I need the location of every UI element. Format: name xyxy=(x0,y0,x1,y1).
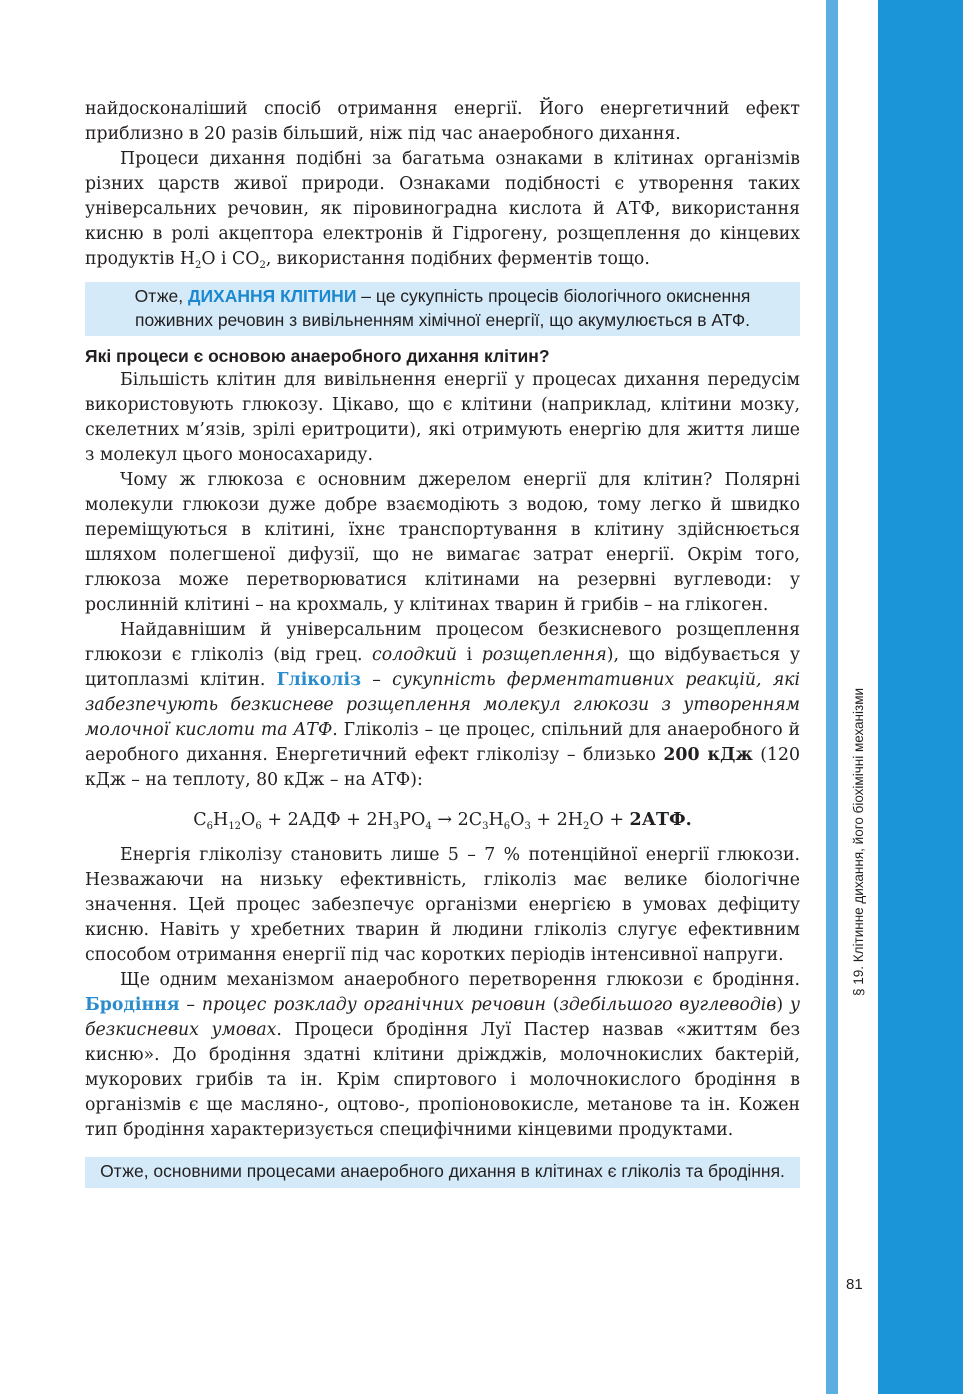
key-term: ДИХАННЯ КЛІТИНИ xyxy=(188,286,357,306)
section-heading: Які процеси є основою анаеробного дихання клітин? xyxy=(85,346,550,366)
paragraph: Більшість клітин для вивільнення енергії у процесах дихання передусім використовують глюкозу. Цікаво, що є клітини (наприклад, клітини мозку, скелетних м’язів, зрілі еритроцити), які отримують енергію для життя лише з молекул цього моносахариду. xyxy=(85,370,800,465)
paragraph: Ще одним механізмом анаеробного перетворення глюкози є бродіння. Бродіння – процес розкладу органічних речовин (здебільшого вуглеводів) у безкисневих умовах. Процеси бродіння Луї Пастер назвав «життям без кисню». До бродіння здатні клітини дріжджів, молочнокислих бактерій, мукорових грибів та ін. Крім спиртового і молочнокислого бродіння в організмів є ще масляно-, оцтово-, пропіоновокисле, метанове та ін. Кожен тип бродіння характеризується специфічними кінцевими продуктами. xyxy=(85,970,801,1140)
page-number: 81 xyxy=(846,1276,863,1293)
term-fermentation: Бродіння xyxy=(85,995,180,1015)
section-running-title: § 19. Клітинне дихання, його біохімічні механізми xyxy=(851,687,866,996)
conclusion-box: Отже, основними процесами анаеробного дихання в клітинах є гліколіз та бродіння. xyxy=(85,1157,800,1188)
paragraph: Чому ж глюкоза є основним джерелом енергії для клітин? Полярні молекули глюкози дуже добре взаємодіють з водою, тому легко й швидко переміщуються в клітині, їхнє транспортування в клітину здійснюється шляхом полегшеної дифузії, що не вимагає затрат енергії. Окрім того, глюкоза може перетворюватися клітинами на резервні вуглеводи: у рослинній клітині – на крохмаль, у клітинах тварин й грибів – на глікоген. xyxy=(85,470,800,615)
paragraph: найдосконаліший спосіб отримання енергії. Його енергетичний ефект приблизно в 20 разів більший, ніж під час анаеробного дихання. xyxy=(85,99,800,144)
main-text xyxy=(85,97,800,1196)
paragraph: Енергія гліколізу становить лише 5 – 7 % потенційної енергії глюкози. Незважаючи на низьку ефективність, гліколіз має велике біологічне значення. Цей процес забезпечує організми енергією в умовах дефіциту кисню. Навіть у хребетних тварин й людини гліколіз слугує ефективним способом отримання енергії під час коротких періодів інтенсивної напруги. xyxy=(85,845,800,965)
definition-box: Отже, ДИХАННЯ КЛІТИНИ – це сукупність процесів біологічного окиснення поживних речовин з вивільненням хімічної енергії, що акумулюється в АТФ. xyxy=(85,282,800,336)
sidebar-stripe xyxy=(826,0,838,1394)
paragraph: Процеси дихання подібні за багатьма ознаками в клітинах організмів різних царств живої природи. Ознаками подібності є утворення таких універсальних речовин, як піровиноградна кислота й АТФ, використання кисню в ролі акцептора електронів й Гідрогену, розщеплення до кінцевих продуктів $H_2O$ і $CO_2$, використання подібних ферментів тощо. xyxy=(85,149,800,271)
paragraph: Найдавнішим й універсальним процесом безкисневого розщеплення глюкози є гліколіз (від грец. солодкий і розщеплення), що відбувається у цитоплазмі клітин. Гліколіз – сукупність ферментативних реакцій, які забезпечують безкисневе розщеплення молекул глюкози з утворенням молочної кислоти та АТФ. Гліколіз – це процес, спільний для анаеробного й аеробного дихання. Енергетичний ефект гліколізу – близько 200 кДж (120 кДж – на теплоту, 80 кДж – на АТФ): xyxy=(85,620,801,790)
sidebar-band xyxy=(878,0,963,1394)
term-glycolysis: Гліколіз xyxy=(276,670,362,690)
glycolysis-equation: $C_6H_{12}O_6 + 2АДФ + 2H_3PO_4 \to 2C_3H_6O_3 + 2H_2O + 2АТФ$. xyxy=(193,810,692,832)
